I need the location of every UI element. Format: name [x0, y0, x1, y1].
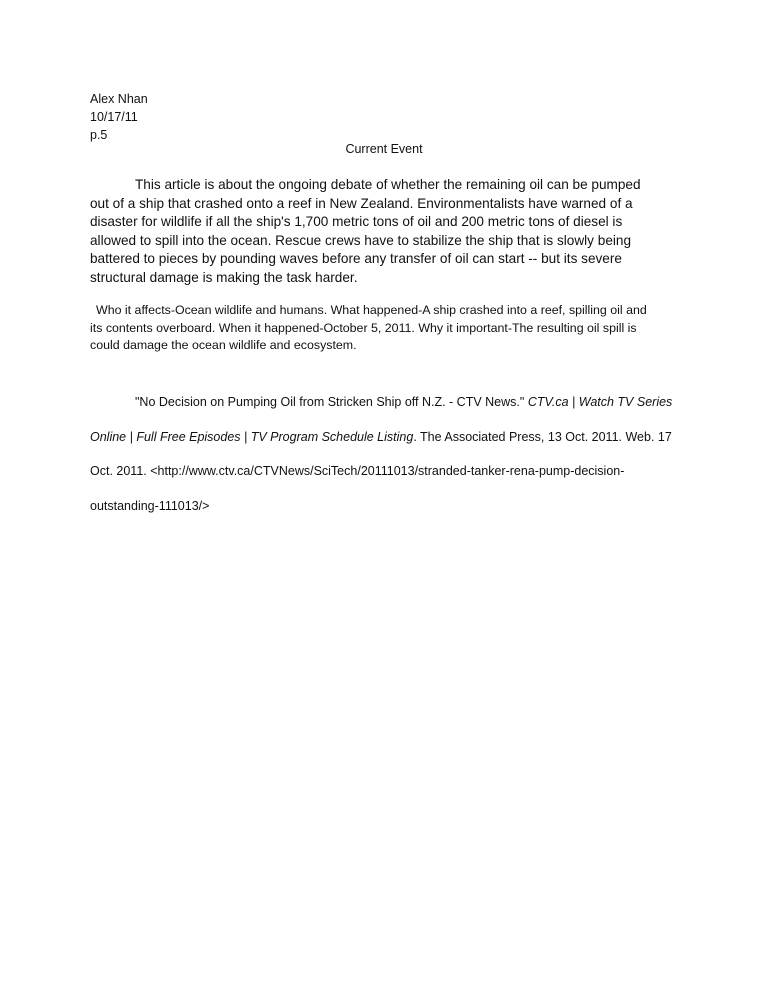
facts-line: could damage the ocean wildlife and ecosystem.	[90, 338, 357, 352]
summary-line: battered to pieces by pounding waves before any transfer of oil can start -- but its severe	[90, 251, 622, 267]
citation-line	[90, 420, 690, 455]
summary-line: disaster for wildlife if all the ship's 1,700 metric tons of oil and 200 metric tons of diesel is	[90, 214, 623, 230]
summary-line: structural damage is making the task harder.	[90, 269, 358, 285]
citation-website-name: CTV.ca | Watch TV Series	[527, 395, 673, 409]
class-period: p.5	[90, 128, 108, 142]
key-facts-paragraph	[90, 302, 690, 355]
facts-line: Who it affects-Ocean wildlife and humans. What happened-A ship crashed into a reef, spilling oil and	[96, 303, 647, 317]
facts-line: its contents overboard. When it happened-October 5, 2011. Why it important-The resulting oil spill is	[90, 320, 637, 335]
summary-line: This article is about the ongoing debate of whether the remaining oil can be pumped	[135, 177, 641, 192]
citation-publisher-date: . The Associated Press, 13 Oct. 2011. Web. 17	[413, 429, 672, 444]
citation-article-title: "No Decision on Pumping Oil from Stricken Ship off N.Z. - CTV News."	[135, 395, 528, 409]
citation-url-line: outstanding-111013/>	[90, 498, 210, 513]
author-name: Alex Nhan	[90, 92, 148, 106]
citation-website-name-continued: Online | Full Free Episodes | TV Program Schedule Listing	[90, 429, 414, 444]
summary-line: out of a ship that crashed onto a reef in New Zealand. Environmentalists have warned of a	[90, 195, 633, 211]
document-date: 10/17/11	[90, 110, 138, 124]
document-title: Current Event	[345, 142, 423, 156]
citation-line	[90, 385, 690, 420]
works-cited-entry	[90, 385, 690, 523]
article-summary-paragraph	[90, 176, 690, 288]
citation-url-line: Oct. 2011. <http://www.ctv.ca/CTVNews/SciTech/20111013/stranded-tanker-rena-pump-decision-	[90, 464, 625, 478]
summary-line: allowed to spill into the ocean. Rescue crews have to stabilize the ship that is slowly being	[90, 232, 632, 248]
